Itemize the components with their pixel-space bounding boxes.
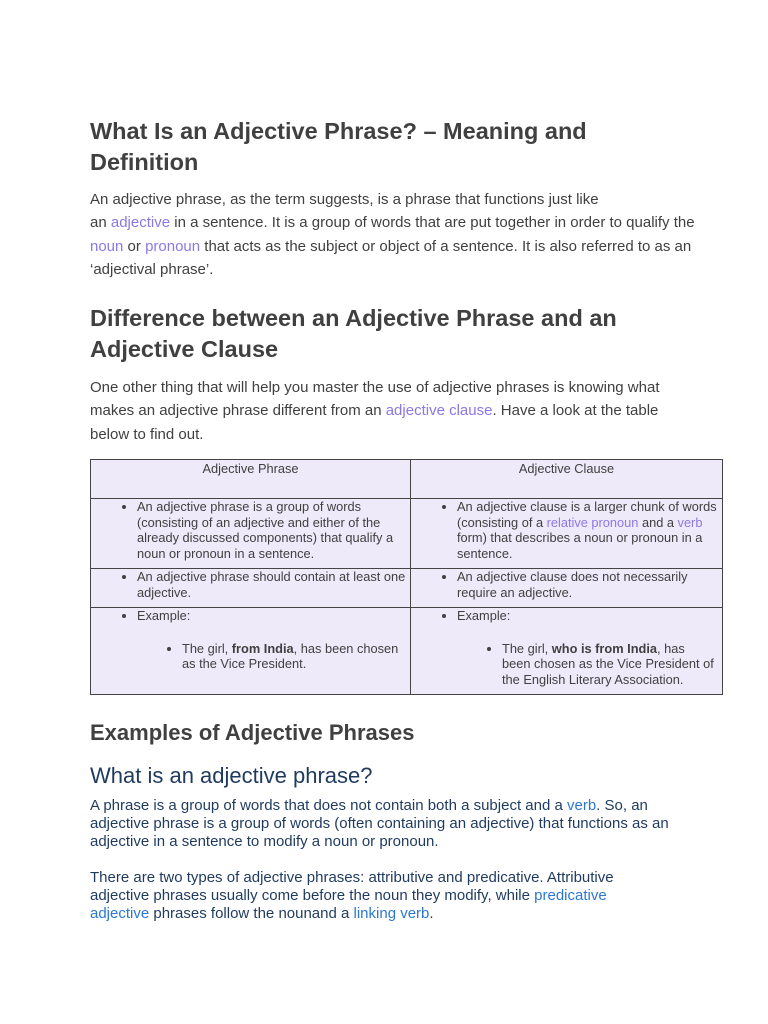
adjective-link[interactable]: adjective <box>110 214 171 232</box>
section-title-difference: Difference between an Adjective Phrase and an Adjective Clause <box>90 305 617 363</box>
bold-text: who is from India <box>551 640 658 656</box>
header-adjective-phrase: Adjective Phrase <box>91 460 411 499</box>
linking-verb-link[interactable]: linking verb <box>353 905 430 923</box>
example-label: Example: <box>457 608 511 624</box>
subtitle-what-is: What is an adjective phrase? <box>90 763 373 789</box>
text: . So, an adjective phrase is a group of words (often containing an adjective) that functions as an adjective in a sentence to modify a noun or pronoun. <box>90 797 669 851</box>
list-item: • An adjective clause does not necessarily require an adjective. <box>457 569 722 600</box>
text: in a sentence. It is a group of words that are put together in order to qualify the <box>170 214 695 232</box>
verb-link[interactable]: verb <box>566 797 597 815</box>
difference-paragraph <box>90 376 680 446</box>
table-cell <box>91 569 411 608</box>
text: One other thing that will help you master the use of adjective phrases is knowing what makes an adjective phrase different from an <box>90 379 660 420</box>
table-cell <box>411 499 723 569</box>
list-item: • An adjective phrase should contain at least one adjective. <box>137 569 410 600</box>
text: an <box>90 214 111 232</box>
text: . Have a look at the table below to find out. <box>90 402 659 443</box>
table-cell <box>91 608 411 695</box>
list-item <box>137 608 410 672</box>
table-cell <box>91 499 411 569</box>
text: and a <box>638 514 678 530</box>
text: The girl, <box>182 640 232 656</box>
table-row <box>91 499 723 569</box>
list-item: • An adjective phrase is a group of words (consisting of an adjective and either of the already discussed components) that qualify a noun or pronoun in a sentence. <box>137 499 410 561</box>
relative-pronoun-link[interactable]: relative pronoun <box>546 514 639 530</box>
noun-link[interactable]: noun <box>90 237 124 255</box>
text: phrases follow the nounand a <box>149 905 354 923</box>
text: or <box>123 237 146 255</box>
section-title-examples: Examples of Adjective Phrases <box>90 720 415 746</box>
types-paragraph <box>90 869 630 923</box>
bold-text: from India <box>231 640 294 656</box>
definition-paragraph <box>90 188 722 281</box>
comparison-table <box>90 459 723 695</box>
text: An adjective clause is a larger chunk of words (consisting of a <box>457 499 717 530</box>
document-page <box>90 116 722 923</box>
text: There are two types of adjective phrases: attributive and predicative. Attributive adjective phrases usually come before the noun they modify, while <box>90 869 614 905</box>
table-cell <box>411 569 723 608</box>
phrase-definition-paragraph <box>90 797 680 851</box>
list-item <box>182 641 406 672</box>
pronoun-link[interactable]: pronoun <box>145 237 201 255</box>
example-label: Example: <box>137 608 191 624</box>
text: form) that describes a noun or pronoun in a sentence. <box>457 530 703 561</box>
text: The girl, <box>502 640 552 656</box>
section-title-meaning: What Is an Adjective Phrase? – Meaning and Definition <box>90 118 587 175</box>
table-cell <box>411 608 723 695</box>
table-header-row <box>91 460 723 499</box>
table-row <box>91 569 723 608</box>
header-adjective-clause: Adjective Clause <box>411 460 723 499</box>
text: A phrase is a group of words that does not contain both a subject and a <box>90 797 567 815</box>
text: . <box>429 905 434 923</box>
table-row <box>91 608 723 695</box>
text: An adjective phrase, as the term suggests, is a phrase that functions just like <box>90 191 599 208</box>
adjective-clause-link[interactable]: adjective clause <box>385 402 493 420</box>
list-item <box>457 499 722 561</box>
text: , has been chosen as the Vice President of the English Literary Association. <box>502 640 714 687</box>
list-item <box>502 641 718 688</box>
predicative-adjective-link[interactable]: predicative adjective <box>90 887 607 923</box>
text: that acts as the subject or object of a sentence. It is also referred to as an ‘adjectival phrase’. <box>90 237 692 278</box>
verb-link[interactable]: verb <box>677 514 703 530</box>
text: , has been chosen as the Vice President. <box>182 640 399 672</box>
list-item <box>457 608 722 687</box>
